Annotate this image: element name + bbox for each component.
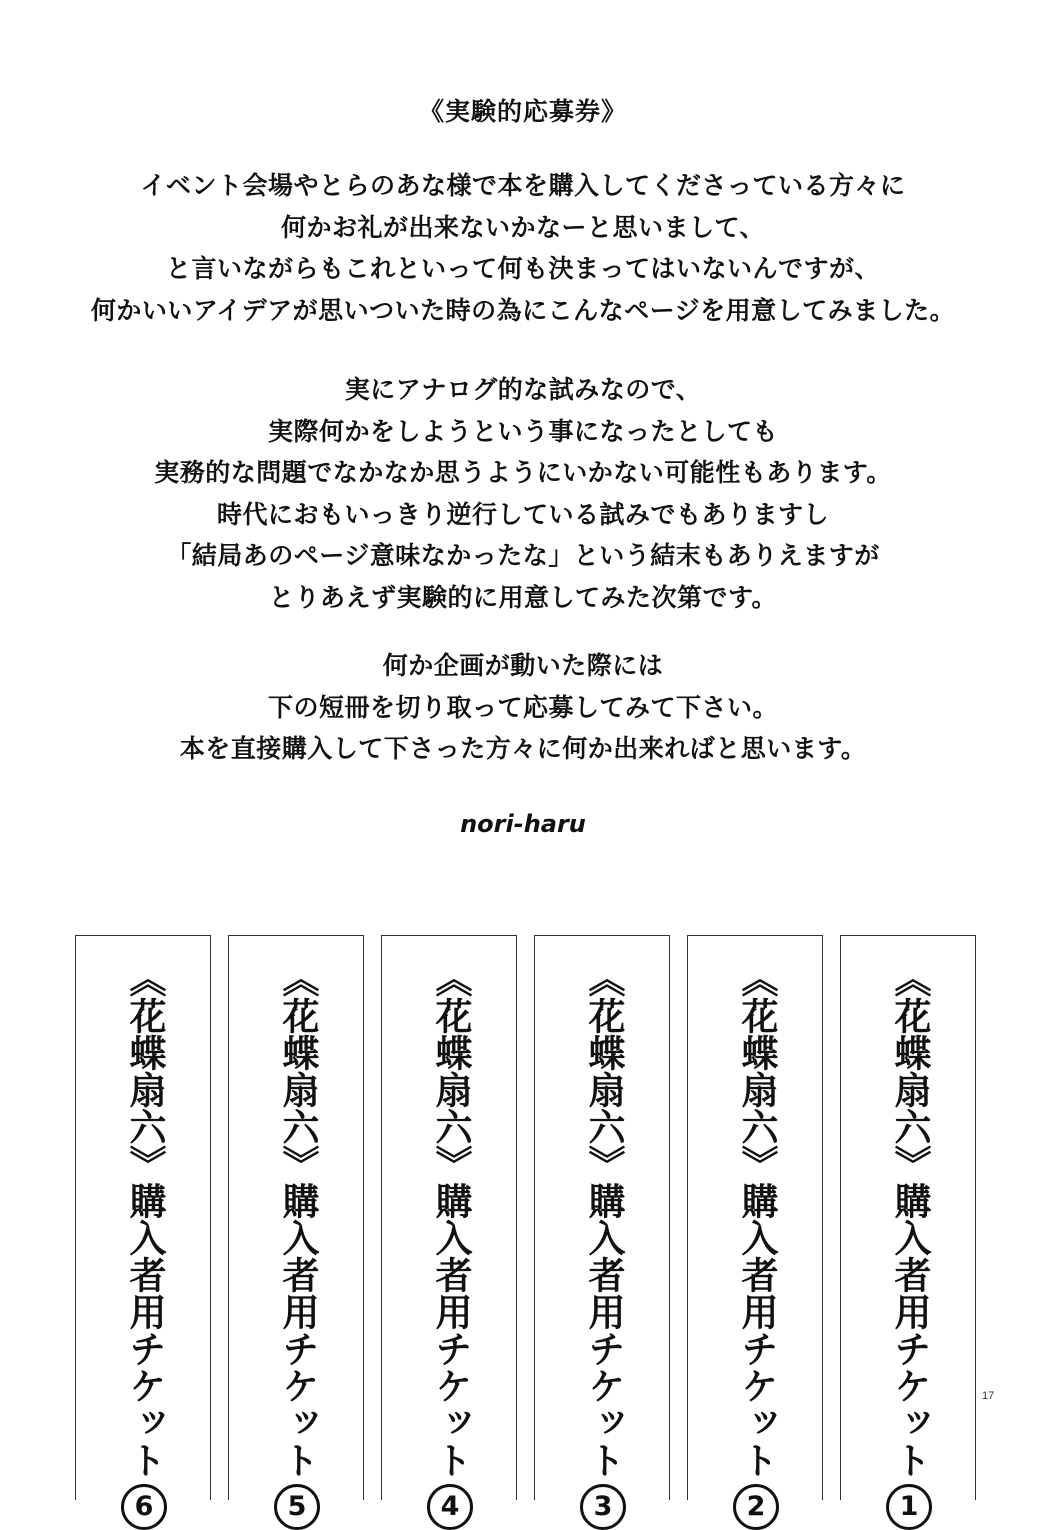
page-number: 17 xyxy=(982,1390,995,1402)
ticket-strip[interactable] xyxy=(840,935,976,1522)
ticket-number: 1 xyxy=(886,1484,932,1530)
paragraph-line: 実務的な問題でなかなか思うようにいかない可能性もあります。 xyxy=(154,458,892,487)
paragraph-line: 「結局あのページ意味なかったな」という結末もありえますが xyxy=(166,541,880,570)
paragraph-line: 実にアナログ的な試みなので、 xyxy=(344,375,702,404)
paragraph-line: 何かお礼が出来ないかなーと思いまして、 xyxy=(280,212,765,242)
ticket-strip[interactable] xyxy=(381,935,517,1522)
paragraph-line: 本を直接購入して下さった方々に何か出来ればと思います。 xyxy=(179,734,867,763)
paragraph-line: 下の短冊を切り取って応募してみて下さい。 xyxy=(267,692,778,722)
ticket-strip[interactable] xyxy=(75,935,211,1522)
ticket-text xyxy=(535,960,671,1530)
ticket-label: 《花蝶扇六》購入者用チケット xyxy=(888,960,931,1478)
author-signature: nori-haru xyxy=(460,810,586,838)
ticket-number: 2 xyxy=(733,1484,779,1530)
paragraph-line: イベント会場やとらのあな様で本を購入してくださっている方々に xyxy=(140,171,906,200)
paragraph-line: 時代におもいっきり逆行している試みでもありますし xyxy=(216,499,829,529)
paragraph-line: 何かいいアイデアが思いついた時の為にこんなページを用意してみました。 xyxy=(90,295,956,325)
ticket-number: 4 xyxy=(427,1484,473,1530)
ticket-strip[interactable] xyxy=(687,935,823,1522)
ticket-text xyxy=(76,960,212,1530)
paragraph-line: と言いながらもこれといって何も決まってはいないんですが、 xyxy=(165,254,880,283)
ticket-label: 《花蝶扇六》購入者用チケット xyxy=(582,960,625,1478)
ticket-text xyxy=(841,960,977,1530)
ticket-text xyxy=(688,960,824,1530)
paragraph-line: 何か企画が動いた際には xyxy=(382,651,664,680)
ticket-label: 《花蝶扇六》購入者用チケット xyxy=(123,960,166,1478)
ticket-text xyxy=(382,960,518,1530)
ticket-label: 《花蝶扇六》購入者用チケット xyxy=(276,960,319,1478)
ticket-label: 《花蝶扇六》購入者用チケット xyxy=(735,960,778,1478)
ticket-number: 3 xyxy=(580,1484,626,1530)
ticket-strip[interactable] xyxy=(534,935,670,1522)
paragraph-line: とりあえず実験的に用意してみた次第です。 xyxy=(268,582,777,612)
page-title: 《実験的応募券》 xyxy=(418,97,627,126)
ticket-number: 5 xyxy=(274,1484,320,1530)
ticket-text xyxy=(229,960,365,1530)
ticket-strip[interactable] xyxy=(228,935,364,1522)
paragraph-line: 実際何かをしようという事になったとしても xyxy=(267,416,778,446)
ticket-label: 《花蝶扇六》購入者用チケット xyxy=(429,960,472,1478)
ticket-number: 6 xyxy=(121,1484,167,1530)
